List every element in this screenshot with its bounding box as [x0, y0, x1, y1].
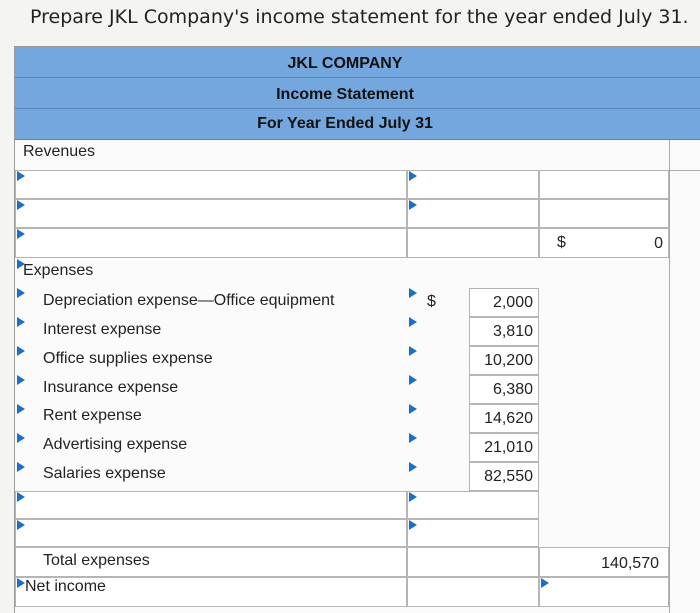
expenses-label: Expenses — [23, 262, 94, 279]
dropdown-arrow-icon[interactable] — [17, 578, 25, 588]
expense-account-name[interactable]: Depreciation expense—Office equipment — [43, 292, 335, 309]
dropdown-arrow-icon[interactable] — [409, 433, 417, 443]
dropdown-arrow-icon[interactable] — [17, 462, 25, 472]
dropdown-arrow-icon[interactable] — [409, 404, 417, 414]
expense-amount: 2,000 — [492, 294, 533, 311]
statement-header — [15, 47, 700, 140]
net-income-spacer — [407, 577, 539, 607]
dropdown-arrow-icon[interactable] — [409, 288, 417, 298]
dropdown-arrow-icon[interactable] — [409, 520, 417, 530]
dropdown-arrow-icon[interactable] — [409, 171, 417, 181]
total-expenses-value: 140,570 — [601, 555, 659, 572]
total-revenues-label-input[interactable] — [15, 228, 407, 258]
dropdown-arrow-icon[interactable] — [17, 317, 25, 327]
expense-amount-input-blank-2[interactable] — [407, 519, 539, 547]
currency-symbol: $ — [557, 234, 566, 251]
revenue-total-cell-2 — [539, 199, 669, 228]
total-revenues-spacer — [407, 228, 539, 258]
expense-account-input-blank-1[interactable] — [15, 491, 407, 519]
total-expenses-spacer — [407, 547, 539, 577]
dropdown-arrow-icon[interactable] — [17, 492, 25, 502]
expense-account-name[interactable]: Advertising expense — [43, 436, 188, 453]
company-name: JKL COMPANY — [287, 55, 403, 72]
expense-amount: 21,010 — [484, 439, 533, 456]
dropdown-arrow-icon[interactable] — [17, 288, 25, 298]
dropdown-arrow-icon[interactable] — [17, 171, 25, 181]
expense-account-name[interactable]: Salaries expense — [43, 465, 166, 482]
expense-account-name[interactable]: Office supplies expense — [43, 350, 213, 367]
dropdown-arrow-icon[interactable] — [17, 346, 25, 356]
dropdown-arrow-icon[interactable] — [409, 375, 417, 385]
expense-account-name[interactable]: Insurance expense — [43, 379, 179, 396]
revenue-account-input-2[interactable] — [15, 199, 407, 228]
expense-account-name[interactable]: Interest expense — [43, 321, 162, 338]
statement-title: Income Statement — [276, 86, 414, 103]
total-expenses-label: Total expenses — [43, 552, 150, 569]
problem-prompt: Prepare JKL Company's income statement for the year ended July 31. — [30, 6, 689, 28]
header-divider — [15, 139, 700, 140]
dropdown-arrow-icon[interactable] — [541, 578, 549, 588]
expense-amount: 3,810 — [492, 323, 533, 340]
expense-account-name[interactable]: Rent expense — [43, 407, 142, 424]
currency-symbol: $ — [427, 293, 436, 310]
dropdown-arrow-icon[interactable] — [17, 229, 25, 239]
dropdown-arrow-icon[interactable] — [17, 200, 25, 210]
revenue-account-input-1[interactable] — [15, 170, 407, 199]
net-income-field[interactable] — [539, 577, 669, 607]
net-income-label: Net income — [25, 578, 106, 595]
header-divider — [15, 108, 700, 109]
income-statement-sheet — [14, 46, 700, 613]
header-divider — [15, 77, 700, 78]
expense-account-input-blank-2[interactable] — [15, 519, 407, 547]
statement-period: For Year Ended July 31 — [257, 115, 433, 132]
expense-amount-input-blank-1[interactable] — [407, 491, 539, 519]
dropdown-arrow-icon[interactable] — [409, 492, 417, 502]
dropdown-arrow-icon[interactable] — [17, 433, 25, 443]
revenue-total-cell-1 — [539, 170, 669, 199]
revenue-amount-input-2[interactable] — [407, 199, 539, 228]
dropdown-arrow-icon[interactable] — [409, 346, 417, 356]
dropdown-arrow-icon[interactable] — [17, 404, 25, 414]
expense-amount: 10,200 — [484, 352, 533, 369]
total-revenues-value: 0 — [654, 235, 663, 252]
dropdown-arrow-icon[interactable] — [409, 200, 417, 210]
dropdown-arrow-icon[interactable] — [17, 375, 25, 385]
dropdown-arrow-icon[interactable] — [409, 317, 417, 327]
dropdown-arrow-icon[interactable] — [409, 462, 417, 472]
revenues-label: Revenues — [23, 143, 96, 160]
expense-amount: 82,550 — [484, 468, 533, 485]
revenue-amount-input-1[interactable] — [407, 170, 539, 199]
expense-amount: 14,620 — [484, 410, 533, 427]
table-right-border — [669, 140, 670, 613]
expense-amount: 6,380 — [492, 381, 533, 398]
dropdown-arrow-icon[interactable] — [17, 520, 25, 530]
